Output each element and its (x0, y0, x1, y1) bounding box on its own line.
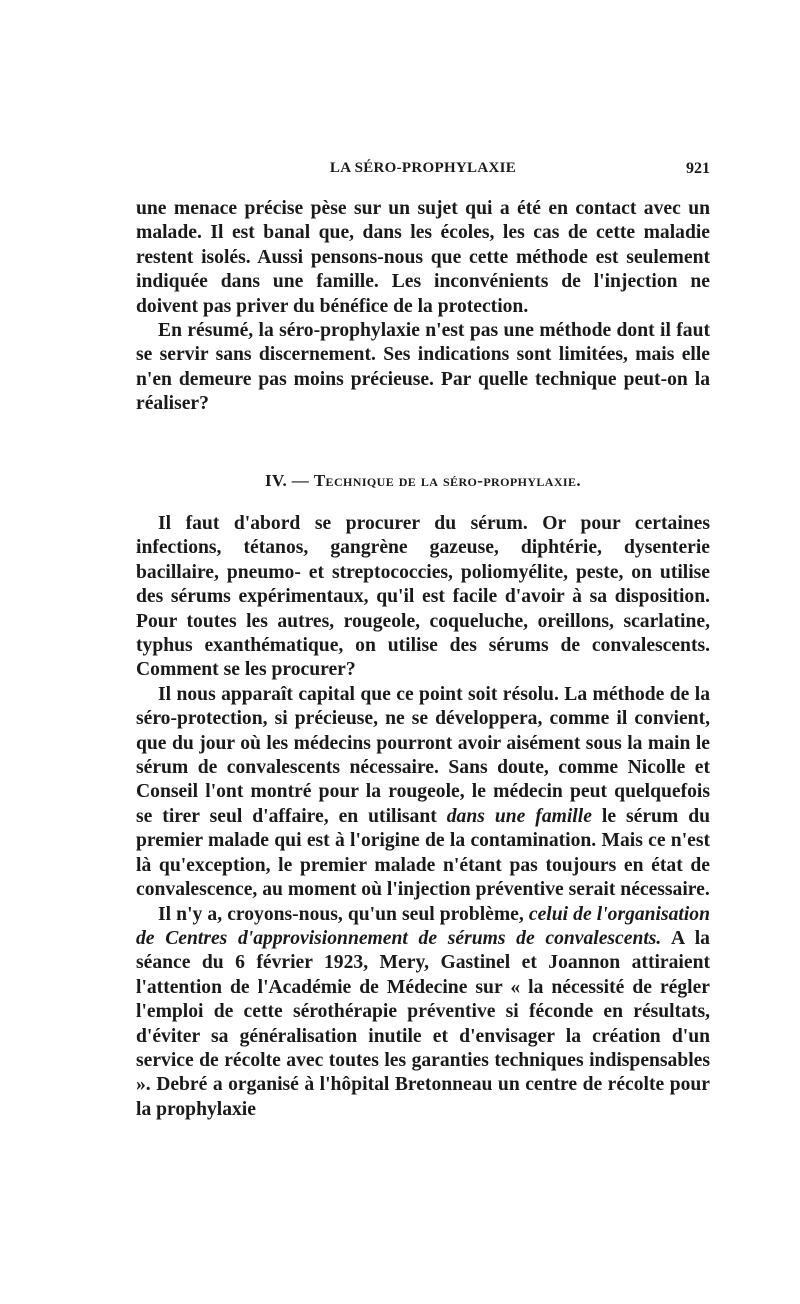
running-title: LA SÉRO-PROPHYLAXIE (329, 160, 517, 176)
italic-phrase: dans une famille (446, 805, 592, 827)
italic-phrase: celui de l'organisation de Centres d'approvisionnement de sérums de convalescents. (136, 903, 711, 949)
page-number: 921 (686, 160, 710, 177)
page-header (136, 160, 710, 182)
paragraph-text: Il n'y a, croyons-nous, qu'un seul problème, (158, 903, 524, 925)
paragraph (136, 683, 710, 903)
paragraph: En résumé, la séro-prophylaxie n'est pas une méthode dont il faut se servir sans discernement. Ses indications sont limitées, mais elle n'en demeure pas moins précieuse. Par quelle technique peut-on la réaliser? (136, 320, 710, 415)
section-number: IV. — (264, 471, 310, 490)
paragraph-text: le sérum du premier malade qui est à l'origine de la contamination. Mais ce n'est là qu'exception, le premier malade n'étant pas toujours en état de convalescence, au moment où l'injection préventive serait nécessaire. (136, 805, 711, 901)
text-block-intro (136, 197, 710, 417)
paragraph (136, 903, 710, 1123)
paragraph-text: A la séance du 6 février 1923, Mery, Gastinel et Joannon attiraient l'attention de l'Académie de Médecine sur « la nécessité de régler l'emploi de cette sérothérapie préventive si féconde en résultats, d'éviter sa généralisation inutile et d'envisager la création d'un service de récolte avec toutes les garanties techniques indispensables ». Debré a organisé à l'hôpital Bretonneau un centre de récolte pour la prophylaxie (136, 927, 710, 1120)
paragraph: Il faut d'abord se procurer du sérum. Or pour certaines infections, tétanos, gangrène gazeuse, diphtérie, dysenterie bacillaire, pneumo- et streptococcies, poliomyélite, peste, on utilise des sérums expérimentaux, qu'il est facile d'avoir à sa disposition. Pour toutes les autres, rougeole, coqueluche, oreillons, scarlatine, typhus exanthématique, on utilise des sérums de convalescents. Comment se les procurer? (136, 513, 710, 681)
paragraph-text: Il nous apparaît capital que ce point soit résolu. La méthode de la séro-protection, si précieuse, ne se développera, comme il convient, que du jour où les médecins pourront avoir aisément sous la main le sérum de convalescents nécessaire. Sans doute, comme Nicolle et Conseil l'ont montré pour la rougeole, le médecin peut quelquefois se tirer seul d'affaire, en utilisant (136, 683, 710, 827)
text-block-section (136, 512, 710, 1122)
paragraph: une menace précise pèse sur un sujet qui a été en contact avec un malade. Il est banal que, dans les écoles, les cas de cette maladie restent isolés. Aussi pensons-nous que cette méthode est seulement indiquée dans une famille. Les inconvénients de l'injection ne doivent pas priver du bénéfice de la protection. (136, 198, 710, 317)
section-title: Technique de la séro-prophylaxie. (313, 471, 582, 490)
section-heading (136, 471, 710, 491)
